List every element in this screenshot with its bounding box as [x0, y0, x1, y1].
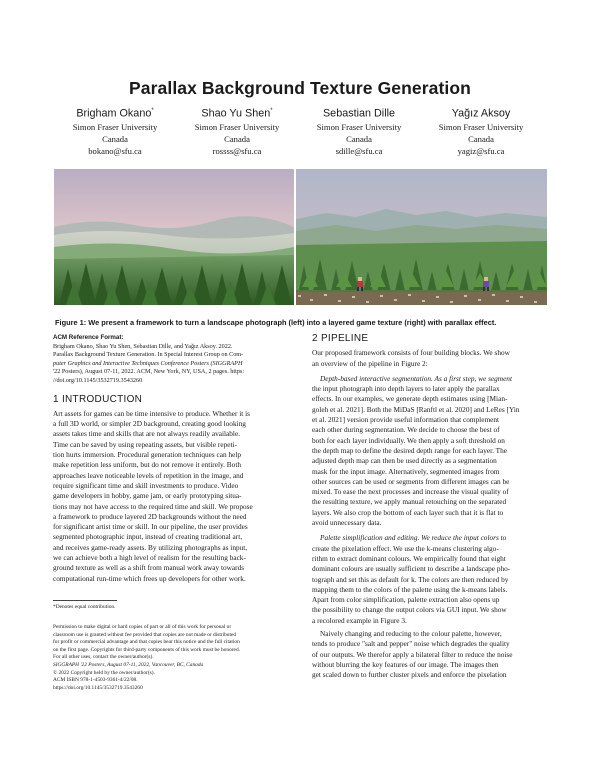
- permission-line: for profit or commercial advantage and that copies bear this notice and the full citation: [53, 639, 240, 646]
- paragraph-line: both for each layer individually. We then apply a soft threshold on: [312, 435, 505, 445]
- permission-line: classroom use is granted without fee provided that copies are not made or distributed: [53, 631, 237, 638]
- permission-line: ACM ISBN 978-1-4503-9361-4/22/08.: [53, 677, 138, 684]
- author-email: rossss@sfu.ca: [212, 146, 262, 156]
- permission-line: Permission to make digital or hard copies of part or all of this work for personal or: [53, 624, 232, 630]
- author-mark: *: [270, 108, 273, 114]
- paragraph-line: a recolored example in Figure 3.: [312, 615, 407, 625]
- author-affiliation: Simon Fraser University: [194, 121, 280, 132]
- figure-caption: Figure 1: We present a framework to turn a landscape photograph (left) into a layered game texture (right) with parallax effect.: [55, 318, 497, 327]
- author-name: Brigham Okano: [76, 107, 152, 120]
- paragraph-line: computational run-time which frees up developers for other work.: [53, 573, 246, 583]
- paragraph-line: mask for the input image. Alternatively, segmented images from: [312, 466, 500, 476]
- reference-line: Parallax Background Texture Generation. In Special Interest Group on Com-: [53, 351, 244, 359]
- paragraph-line: Time can be saved by using repeating assets, but visible repeti-: [53, 439, 237, 449]
- author-affiliation: Simon Fraser University: [72, 121, 158, 132]
- pipeline-paragraph-palette: [312, 533, 550, 543]
- footnote: *Denotes equal contribution.: [53, 604, 116, 610]
- paragraph-line: Depth-based interactive segmentation. As a first step, we segment: [320, 373, 512, 383]
- paragraph-line: Apart from color simplification, palette extraction also opens up: [312, 595, 500, 605]
- permission-line: For all other uses, contact the owner/author(s).: [53, 654, 154, 661]
- paragraph-line: et al. 2021] version provide useful information that complement: [312, 415, 500, 425]
- author-name: Shao Yu Shen: [201, 107, 271, 120]
- reference-line: puter Graphics and Interactive Techniques Conference Posters (SIGGRAPH: [53, 359, 243, 367]
- paragraph-line: a full 3D world, or simpler 2D background, creating good looking: [53, 419, 246, 429]
- introduction-paragraph: [53, 409, 293, 584]
- author-email: bokano@sfu.ca: [88, 146, 142, 156]
- reference-text: [53, 343, 293, 386]
- section-heading-pipeline: 2 PIPELINE: [312, 333, 369, 344]
- paragraph-line: tograph and set this as default for k. The colors are then reduced by: [312, 574, 509, 584]
- game-texture-image: [296, 169, 547, 305]
- game-texture: [296, 169, 547, 305]
- author-block: [172, 104, 302, 157]
- footnote-rule: [53, 600, 117, 601]
- paragraph-line: we can achieve both a high level of realism for the resulting back-: [53, 553, 246, 563]
- paragraph-line: tion hurts immersion. Procedural generation techniques can help: [53, 450, 242, 460]
- permission-line: © 2022 Copyright held by the owner/author(s).: [53, 669, 155, 676]
- pipeline-paragraph-noise: [312, 629, 550, 639]
- paragraph-line: adjusted depth map can then be used directly as a segmentation: [312, 456, 497, 466]
- author-affiliation: Simon Fraser University: [438, 121, 524, 132]
- paragraph-line: rithm to extract dominant colours. We empirically found that eight: [312, 553, 506, 563]
- paragraph-line: a framework to produce layered 2D backgrounds without the need: [53, 511, 247, 521]
- paragraph-line: make repetition less uniform, but do not remove it entirely. Both: [53, 460, 241, 470]
- reference-line: '22 Posters), August 07-11, 2022. ACM, New York, NY, USA, 2 pages. https:: [53, 368, 245, 376]
- paragraph-line: effects. In our examples, we generate depth estimates using [Mian-: [312, 394, 508, 404]
- paragraph-line: goleh et al. 2021]. Both the MiDaS [Ranftl et al. 2020] and LeRes [Yin: [312, 404, 520, 414]
- paragraph-line: of our outputs. We therefor apply a bilateral filter to reduce the noise: [312, 649, 513, 659]
- permission-line: on the first page. Copyrights for third-party components of this work must be honored.: [53, 646, 240, 653]
- author-email: yagiz@sfu.ca: [457, 146, 505, 156]
- author-affiliation: Simon Fraser University: [316, 121, 402, 132]
- paragraph-line: create the pixelation effect. We use the k-means clustering algo-: [312, 543, 499, 553]
- paper-title: Parallax Background Texture Generation: [129, 78, 471, 98]
- author-country: Canada: [468, 133, 494, 144]
- pipeline-intro: [312, 348, 550, 369]
- reference-heading: ACM Reference Format:: [53, 334, 124, 341]
- author-block: [416, 104, 546, 157]
- paragraph-line: layers. We also crop the bottom of each layer such that it is flat to: [312, 507, 504, 517]
- paragraph-line: without blurring the key features of our image. The images then: [312, 659, 499, 669]
- author-country: Canada: [346, 133, 372, 144]
- paragraph-line: tends to produce "salt and pepper" noise which degrades the quality: [312, 639, 510, 649]
- paragraph-line: game developers in hobby, game jam, or early prototyping situa-: [53, 491, 242, 501]
- paragraph-line: Naively changing and reducing to the colour palette, however,: [320, 629, 502, 639]
- pipeline-paragraph-segmentation-body: [312, 384, 550, 528]
- paragraph-line: the possibility to change the output colors via GUI input. We show: [312, 605, 507, 615]
- pipeline-paragraph-segmentation: [312, 374, 550, 384]
- right-column: [312, 334, 550, 681]
- reference-line: Brigham Okano, Shao Yu Shen, Sebastian Dille, and Yağız Aksoy. 2022.: [53, 342, 233, 350]
- paragraph-line: tions may not have access to the required time and skill. We propose: [53, 501, 253, 511]
- paragraph-line: Palette simplification and editing. We reduce the input colors to: [320, 533, 507, 543]
- paragraph-line: an overview of the pipeline in Figure 2:: [312, 358, 428, 368]
- pipeline-paragraph-noise-body: [312, 639, 550, 680]
- paragraph-line: dominant colours are usually sufficient to describe a landscape pho-: [312, 564, 511, 574]
- paragraph-line: for significant artist time or skill. In our pipeline, the user provides: [53, 522, 248, 532]
- paragraph-line: assets takes time and skills that are not always readily available.: [53, 429, 241, 439]
- author-mark: *: [151, 108, 154, 114]
- landscape-photo-image: [54, 169, 294, 305]
- paragraph-line: the resulting texture, we apply manual retouching on the separated: [312, 497, 507, 507]
- paragraph-line: require significant time and skill investments to produce. Video: [53, 480, 239, 490]
- paragraph-line: ground texture as well as a shift from manual work away towards: [53, 563, 245, 573]
- author-name: Sebastian Dille: [322, 107, 396, 120]
- paragraph-line: Art assets for games can be time intensive to produce. Whether it is: [53, 408, 251, 418]
- paragraph-line: other sources can be used or segments from different images can be: [312, 476, 510, 486]
- author-name: Yağız Aksoy: [451, 107, 511, 120]
- paragraph-line: the depth map to define the desired depth range for each layer. The: [312, 445, 507, 455]
- author-block: [294, 104, 424, 157]
- section-heading-introduction: 1 INTRODUCTION: [53, 393, 143, 405]
- landscape-photo: [54, 169, 294, 305]
- paragraph-line: get scaled down to further cluster pixels and enforce the pixelation: [312, 670, 507, 680]
- author-block: [50, 104, 180, 157]
- paragraph-line: mixed. To ease the next processes and increase the visual quality of: [312, 487, 509, 497]
- paragraph-line: avoid unnecessary data.: [312, 518, 382, 528]
- author-country: Canada: [224, 133, 250, 144]
- paragraph-line: each other during segmentation. We decide to choose the best of: [312, 425, 500, 435]
- permission-line: SIGGRAPH '22 Posters, August 07-11, 2022, Vancouver, BC, Canada: [53, 661, 204, 668]
- paragraph-line: mapping them to the colors of the palette using the k-means labels.: [312, 584, 508, 594]
- left-column: [53, 334, 293, 584]
- author-email: sdille@sfu.ca: [335, 146, 383, 156]
- paragraph-line: the input photograph into depth layers to later apply the parallax: [312, 384, 500, 394]
- permission-line: https://doi.org/10.1145/3532719.3543260: [53, 684, 143, 691]
- paragraph-line: segmented photographic input, instead of creating traditional art,: [53, 532, 243, 542]
- permission-block: [53, 624, 298, 692]
- paragraph-line: approaches leave noticeable levels of repetition in the image, and: [53, 470, 244, 480]
- pipeline-paragraph-palette-body: [312, 544, 550, 626]
- author-country: Canada: [102, 133, 128, 144]
- paragraph-line: and receives game-ready assets. By utilizing photographs as input,: [53, 542, 248, 552]
- reference-line: //doi.org/10.1145/3532719.3543260: [53, 376, 143, 384]
- paragraph-line: Our proposed framework consists of four building blocks. We show: [312, 348, 510, 358]
